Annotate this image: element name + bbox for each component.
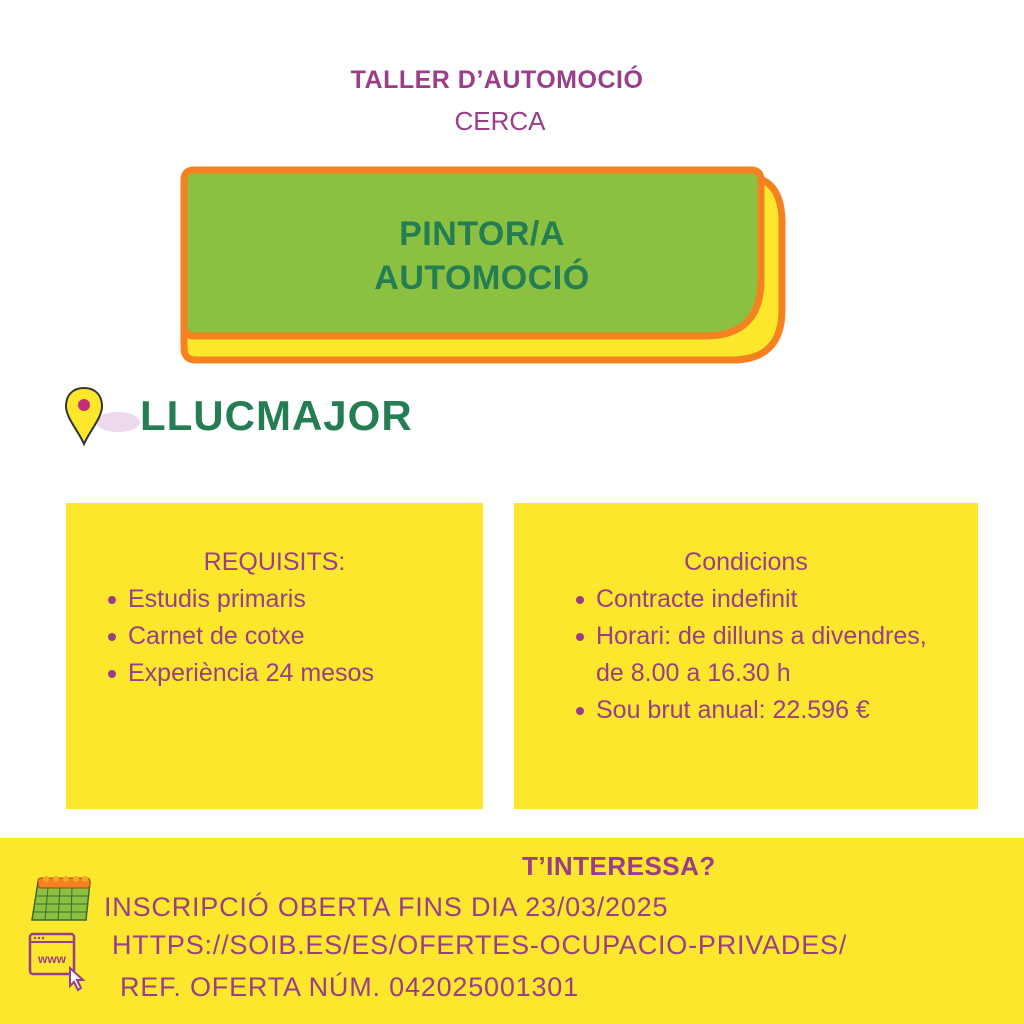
header-subtitle: CERCA [454, 106, 546, 136]
job-title-line1: PINTOR/A [399, 215, 565, 253]
list-item: Contracte indefinit [596, 581, 958, 618]
deadline-text: INSCRIPCIÓ OBERTA FINS DIA 23/03/2025 [104, 892, 669, 922]
calendar-icon [30, 874, 94, 924]
conditions-box [514, 503, 978, 809]
job-title-line2: AUTOMOCIÓ [374, 259, 590, 297]
requirements-heading: REQUISITS: [203, 548, 346, 576]
requirements-box [66, 503, 483, 809]
offer-reference: REF. OFERTA NÚM. 042025001301 [120, 972, 579, 1002]
list-item: Carnet de cotxe [128, 618, 483, 655]
www-label: www [37, 952, 67, 966]
footer-question: T’INTERESSA? [522, 851, 716, 881]
conditions-heading: Condicions [684, 548, 808, 576]
list-item: Sou brut anual: 22.596 € [596, 692, 958, 729]
website-url-link[interactable]: HTTPS://SOIB.ES/ES/OFERTES-OCUPACIO-PRIVADES/ [112, 930, 848, 960]
website-icon [26, 928, 94, 994]
job-title [182, 212, 782, 300]
location-name: LLUCMAJOR [140, 392, 413, 439]
conditions-list [514, 581, 978, 729]
list-item: Estudis primaris [128, 581, 483, 618]
requirements-list [66, 581, 483, 692]
header-title: TALLER D’AUTOMOCIÓ [350, 66, 644, 94]
list-item: Horari: de dilluns a divendres, de 8.00 a 16.30 h [596, 618, 958, 692]
list-item: Experiència 24 mesos [128, 655, 483, 692]
map-pin-icon [64, 386, 144, 448]
